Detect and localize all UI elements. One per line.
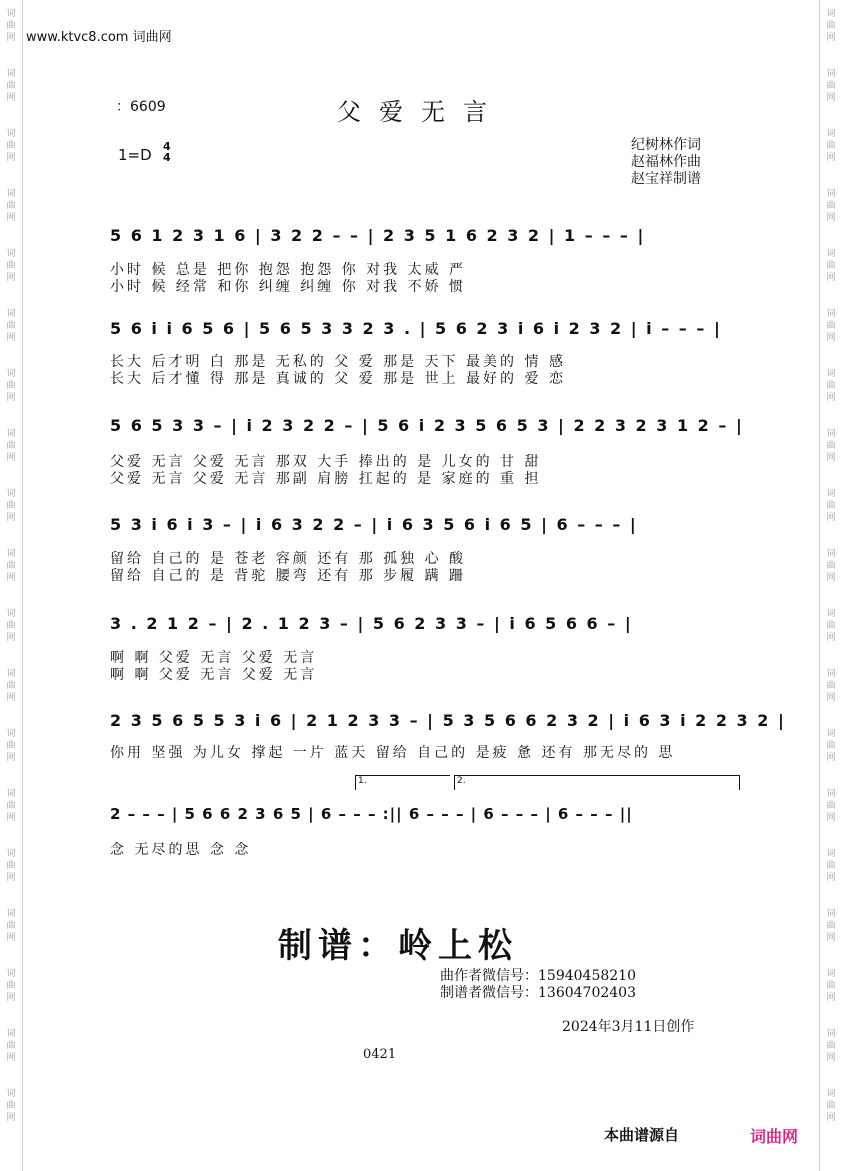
watermark-text: 词 曲 网 [826, 609, 836, 643]
watermark-text: 词 曲 网 [826, 789, 836, 823]
watermark-text: 词 曲 网 [6, 369, 16, 403]
watermark-text: 词 曲 网 [826, 429, 836, 463]
watermark-text: 词 曲 网 [826, 669, 836, 703]
contact-info [440, 968, 636, 1002]
watermark-text: 词 曲 网 [826, 249, 836, 283]
key-signature: 1=D [118, 146, 152, 164]
right-watermark-strip [819, 0, 842, 1171]
system-4-notes: 5 3 i 6 i 3 – | i 6 3 2 2 – | i 6 3 5 6 i 6 5 | 6 – – – | [110, 515, 638, 534]
system-6-notes: 2 3 5 6 5 5 3 i 6 | 2 1 2 3 3 – | 5 3 5 6 6 2 3 2 | i 6 3 i 2 2 3 2 | [110, 711, 786, 730]
meter-bottom: 4 [163, 151, 171, 164]
system-5-notes: 3 . 2 1 2 – | 2 . 1 2 3 – | 5 6 2 3 3 – | i 6 5 6 6 – | [110, 614, 633, 633]
song-title: 父爱无言 [337, 98, 505, 126]
watermark-text: 词 曲 网 [826, 909, 836, 943]
lyric-verse-2: 小时 候 经常 和你 纠缠 纠缠 你 对我 不娇 惯 [110, 279, 467, 295]
lyric-verse-1: 留给 自己的 是 苍老 容颜 还有 那 孤独 心 酸 [110, 551, 467, 567]
system-1-notes: 5 6 1 2 3 1 6 | 3 2 2 – – | 2 3 5 1 6 2 3 2 | 1 – – – | [110, 226, 646, 245]
watermark-text: 词 曲 网 [6, 789, 16, 823]
watermark-text: 词 曲 网 [6, 1089, 16, 1123]
system-1-lyrics [110, 262, 466, 296]
system-2-lyrics [110, 354, 566, 388]
watermark-text: 词 曲 网 [6, 429, 16, 463]
watermark-text: 词 曲 网 [826, 309, 836, 343]
watermark-text: 词 曲 网 [6, 69, 16, 103]
lyric-verse-1: 长大 后才明 白 那是 无私的 父 爱 那是 天下 最美的 情 感 [110, 354, 566, 370]
system-5-lyrics [110, 650, 317, 684]
watermark-text: 词 曲 网 [826, 9, 836, 43]
watermark-text: 词 曲 网 [6, 1029, 16, 1063]
time-signature [163, 141, 171, 163]
watermark-text: 词 曲 网 [6, 609, 16, 643]
watermark-text: 词 曲 网 [826, 189, 836, 223]
lyric-verse-1: 啊 啊 父爱 无言 父爱 无言 [110, 650, 318, 666]
watermark-text: 词 曲 网 [826, 549, 836, 583]
watermark-text: 词 曲 网 [6, 849, 16, 883]
volta-first-ending: 1. [355, 775, 450, 790]
watermark-text: 词 曲 网 [6, 489, 16, 523]
arranger-credit: 赵宝祥制谱 [631, 171, 701, 187]
source-label: 本曲谱源自 [604, 1126, 680, 1144]
watermark-text: 词 曲 网 [826, 129, 836, 163]
lyric-verse-1: 小时 候 总是 把你 抱怨 抱怨 你 对我 太威 严 [110, 262, 467, 278]
source-site-link[interactable]: 词曲网 [750, 1127, 799, 1146]
catalog-number: ：6609 [116, 99, 166, 115]
system-6-lyrics [110, 745, 675, 762]
watermark-text: 词 曲 网 [6, 249, 16, 283]
arranger-wechat: 制谱者微信号：13604702403 [440, 985, 636, 1001]
watermark-text: 词 曲 网 [6, 729, 16, 763]
lyric-line: 念 无尽的思 念 念 [110, 842, 252, 858]
system-7-notes: 2 – – – | 5 6 6 2 3 6 5 | 6 – – – :|| 6 – – – | 6 – – – | 6 – – – || [110, 805, 633, 823]
watermark-text: 词 曲 网 [826, 489, 836, 523]
composer-credit: 赵福林作曲 [631, 154, 701, 170]
watermark-text: 词 曲 网 [6, 669, 16, 703]
watermark-text: 词 曲 网 [826, 69, 836, 103]
watermark-text: 词 曲 网 [6, 549, 16, 583]
system-3-notes: 5 6 5 3 3 – | i 2 3 2 2 – | 5 6 i 2 3 5 6 5 3 | 2 2 3 2 3 1 2 – | [110, 416, 744, 435]
left-watermark-strip [0, 0, 23, 1171]
system-7-lyrics [110, 842, 251, 859]
watermark-text: 词 曲 网 [826, 849, 836, 883]
credits [631, 137, 701, 188]
creation-date: 2024年3月11日创作 [562, 1019, 695, 1035]
watermark-text: 词 曲 网 [826, 1029, 836, 1063]
lyric-verse-2: 啊 啊 父爱 无言 父爱 无言 [110, 667, 318, 683]
watermark-text: 词 曲 网 [826, 1089, 836, 1123]
watermark-text: 词 曲 网 [826, 369, 836, 403]
watermark-text: 词 曲 网 [6, 189, 16, 223]
watermark-text: 词 曲 网 [826, 969, 836, 1003]
lyric-verse-2: 父爱 无言 父爱 无言 那副 肩膀 扛起的 是 家庭的 重 担 [110, 471, 542, 487]
page-code: 0421 [363, 1047, 397, 1062]
system-4-lyrics [110, 551, 466, 585]
volta-second-ending: 2. [454, 775, 740, 790]
watermark-text: 词 曲 网 [826, 729, 836, 763]
watermark-text: 词 曲 网 [6, 129, 16, 163]
lyric-verse-1: 父爱 无言 父爱 无言 那双 大手 捧出的 是 儿女的 甘 甜 [110, 454, 542, 470]
lyricist-credit: 纪树林作词 [631, 137, 701, 153]
watermark-text: 词 曲 网 [6, 969, 16, 1003]
watermark-text: 词 曲 网 [6, 9, 16, 43]
system-3-lyrics [110, 454, 542, 488]
watermark-text: 词 曲 网 [6, 909, 16, 943]
lyric-line: 你用 坚强 为儿女 撑起 一片 蓝天 留给 自己的 是疲 惫 还有 那无尽的 思 [110, 745, 676, 761]
system-2-notes: 5 6 i i 6 5 6 | 5 6 5 3 3 2 3 . | 5 6 2 3 i 6 i 2 3 2 | i – – – | [110, 319, 722, 338]
lyric-verse-2: 留给 自己的 是 背驼 腰弯 还有 那 步履 蹒 跚 [110, 568, 467, 584]
arranger-signature: 制谱：岭上松 [278, 926, 518, 966]
lyric-verse-2: 长大 后才懂 得 那是 真诚的 父 爱 那是 世上 最好的 爱 恋 [110, 371, 566, 387]
site-url[interactable]: www.ktvc8.com 词曲网 [26, 30, 172, 45]
meter-top: 4 [163, 140, 171, 153]
watermark-text: 词 曲 网 [6, 309, 16, 343]
composer-wechat: 曲作者微信号：15940458210 [440, 968, 636, 984]
